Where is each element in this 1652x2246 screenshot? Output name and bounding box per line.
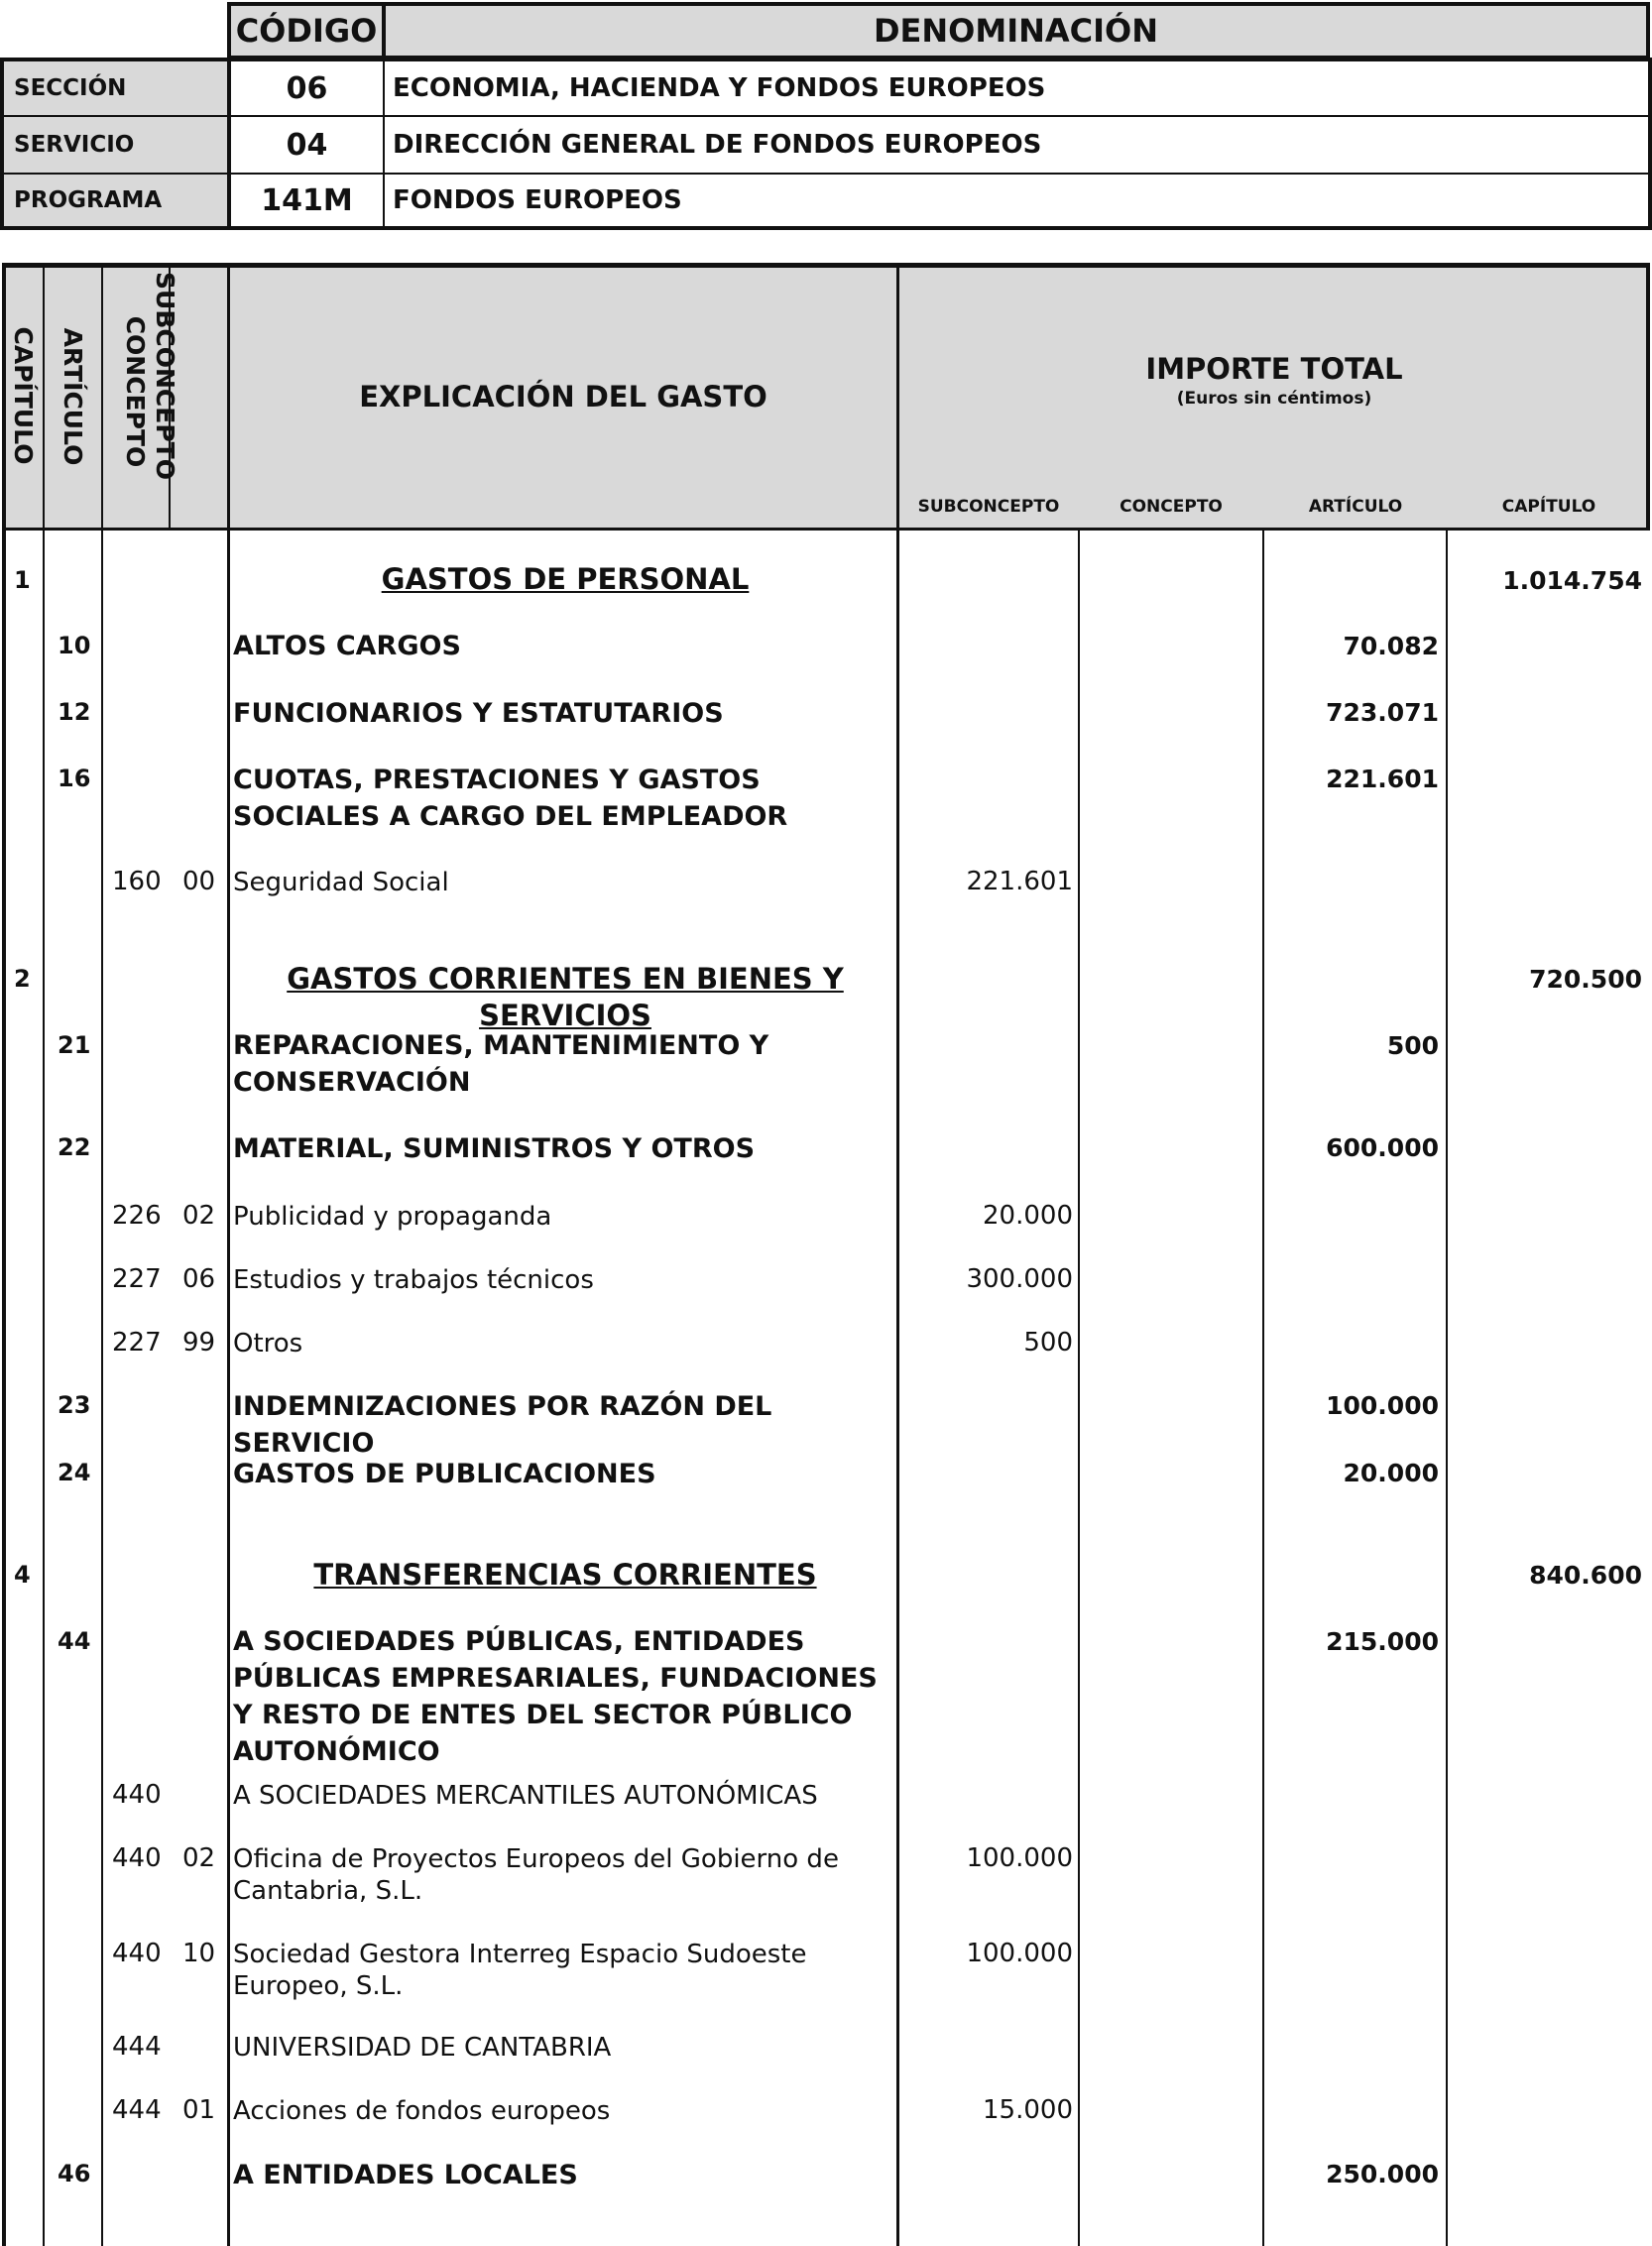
concepto-amount-heading: CONCEPTO	[1120, 497, 1223, 517]
articulo-amount: 20.000	[1343, 1459, 1439, 1487]
articulo-number: 24	[58, 1459, 91, 1486]
codigo-heading: CÓDIGO	[227, 2, 384, 59]
articulo-description: MATERIAL, SUMINISTROS Y OTROS	[233, 1133, 756, 1164]
capitulo-title: GASTOS DE PERSONAL	[381, 562, 750, 596]
concepto-code: 440	[112, 1780, 162, 1810]
articulo-number: 10	[58, 632, 91, 659]
concepto-description: UNIVERSIDAD DE CANTABRIA	[233, 2033, 612, 2063]
articulo-col-heading: ARTÍCULO	[59, 327, 87, 466]
concepto-description: A SOCIEDADES MERCANTILES AUTONÓMICAS	[233, 1781, 818, 1811]
explicacion-heading: EXPLICACIÓN DEL GASTO	[359, 380, 767, 414]
articulo-amount: 70.082	[1343, 632, 1439, 660]
capitulo-amount: 840.600	[1529, 1561, 1642, 1590]
subconcepto-description: Otros	[233, 1329, 303, 1359]
seccion-label: SECCIÓN	[4, 61, 227, 115]
table-top-border	[2, 263, 1650, 268]
articulo-amount: 100.000	[1326, 1391, 1439, 1420]
subconcepto-amount: 221.601	[966, 867, 1073, 896]
seccion-name: ECONOMIA, HACIENDA Y FONDOS EUROPEOS	[393, 73, 1046, 103]
articulo-description: REPARACIONES, MANTENIMIENTO Y CONSERVACIÓN	[233, 1030, 769, 1098]
articulo-number: 44	[58, 1627, 91, 1655]
articulo-description: CUOTAS, PRESTACIONES Y GASTOS SOCIALES A CARGO DEL EMPLEADOR	[233, 765, 788, 832]
articulo-amount: 600.000	[1326, 1133, 1439, 1162]
articulo-number: 16	[58, 765, 91, 792]
concepto-code: 227	[112, 1328, 162, 1358]
articulo-description: A ENTIDADES LOCALES	[233, 2160, 578, 2190]
articulo-amount: 250.000	[1326, 2160, 1439, 2188]
articulo-number: 21	[58, 1031, 91, 1059]
subconcepto-description: Publicidad y propaganda	[233, 1202, 552, 1232]
articulo-description: INDEMNIZACIONES POR RAZÓN DEL SERVICIO	[233, 1391, 772, 1459]
concepto-code: 444	[112, 2032, 162, 2062]
subconcepto-amount: 20.000	[983, 1201, 1073, 1231]
col-divider	[227, 263, 230, 2246]
denominacion-heading: DENOMINACIÓN	[384, 2, 1650, 59]
subconcepto-description: Sociedad Gestora Interreg Espacio Sudoeste Europeo, S.L.	[233, 1940, 807, 2001]
capitulo-number: 1	[14, 566, 31, 594]
programa-code: 141M	[261, 182, 353, 218]
program-header	[0, 0, 1652, 230]
subconcepto-code: 06	[182, 1264, 216, 1294]
articulo-number: 22	[58, 1133, 91, 1161]
subconcepto-description: Acciones de fondos europeos	[233, 2096, 611, 2126]
articulo-number: 46	[58, 2160, 91, 2187]
servicio-name: DIRECCIÓN GENERAL DE FONDOS EUROPEOS	[393, 130, 1042, 160]
articulo-description: GASTOS DE PUBLICACIONES	[233, 1459, 656, 1489]
subconcepto-amount-heading: SUBCONCEPTO	[917, 497, 1060, 517]
subconcepto-description: Seguridad Social	[233, 868, 449, 897]
capitulo-amount-heading: CAPÍTULO	[1501, 497, 1596, 517]
subconcepto-code: 01	[182, 2095, 216, 2125]
importe-note: (Euros sin céntimos)	[1176, 389, 1372, 409]
subconcepto-code: 00	[182, 867, 216, 896]
concepto-code: 440	[112, 1939, 162, 1968]
subconcepto-description: Oficina de Proyectos Europeos del Gobierno de Cantabria, S.L.	[233, 1844, 839, 1906]
servicio-label: SERVICIO	[4, 117, 227, 173]
subconcepto-code: 10	[182, 1939, 216, 1968]
concepto-col-heading: CONCEPTO	[121, 315, 150, 468]
col-divider	[101, 263, 103, 2246]
programa-name: FONDOS EUROPEOS	[393, 185, 682, 215]
concepto-code: 226	[112, 1201, 162, 1231]
concepto-code: 444	[112, 2095, 162, 2125]
capitulo-title: GASTOS CORRIENTES EN BIENES Y SERVICIOS	[287, 962, 844, 1032]
capitulo-amount: 1.014.754	[1502, 566, 1642, 595]
capitulo-amount: 720.500	[1529, 965, 1642, 994]
table-header-border	[2, 528, 1650, 531]
subconcepto-code: 02	[182, 1201, 216, 1231]
articulo-number: 12	[58, 698, 91, 726]
table-left-border	[2, 263, 6, 2246]
capitulo-title: TRANSFERENCIAS CORRIENTES	[313, 1558, 817, 1592]
articulo-amount: 723.071	[1326, 698, 1439, 727]
subconcepto-code: 99	[182, 1328, 216, 1358]
col-divider	[1078, 529, 1080, 2246]
concepto-code: 440	[112, 1843, 162, 1873]
articulo-amount-heading: ARTÍCULO	[1308, 497, 1403, 517]
articulo-amount: 221.601	[1326, 765, 1439, 793]
capitulo-number: 4	[14, 1561, 31, 1589]
subconcepto-amount: 100.000	[966, 1843, 1073, 1873]
col-divider	[43, 263, 45, 2246]
concepto-code: 160	[112, 867, 162, 896]
concepto-code: 227	[112, 1264, 162, 1294]
articulo-number: 23	[58, 1391, 91, 1419]
subconcepto-col-heading: SUBCONCEPTO	[151, 272, 179, 480]
importe-total-heading: IMPORTE TOTAL	[1145, 352, 1403, 386]
articulo-description: FUNCIONARIOS Y ESTATUTARIOS	[233, 698, 724, 729]
articulo-amount: 215.000	[1326, 1627, 1439, 1656]
subconcepto-amount: 500	[1023, 1328, 1073, 1358]
subconcepto-amount: 15.000	[983, 2095, 1073, 2125]
programa-label: PROGRAMA	[4, 175, 227, 226]
articulo-amount: 500	[1386, 1031, 1439, 1060]
articulo-description: A SOCIEDADES PÚBLICAS, ENTIDADES PÚBLICAS EMPRESARIALES, FUNDACIONES Y RESTO DE ENTES DEL SECTOR PÚBLICO AUTONÓMICO	[233, 1626, 878, 1767]
subconcepto-amount: 100.000	[966, 1939, 1073, 1968]
subconcepto-code: 02	[182, 1843, 216, 1873]
col-divider	[1446, 529, 1448, 2246]
subconcepto-description: Estudios y trabajos técnicos	[233, 1265, 594, 1295]
capitulo-number: 2	[14, 965, 31, 993]
subconcepto-amount: 300.000	[966, 1264, 1073, 1294]
articulo-description: ALTOS CARGOS	[233, 631, 461, 661]
capitulo-col-heading: CAPÍTULO	[9, 326, 38, 465]
servicio-code: 04	[286, 127, 328, 163]
budget-table	[2, 263, 1650, 2246]
seccion-code: 06	[286, 70, 328, 106]
